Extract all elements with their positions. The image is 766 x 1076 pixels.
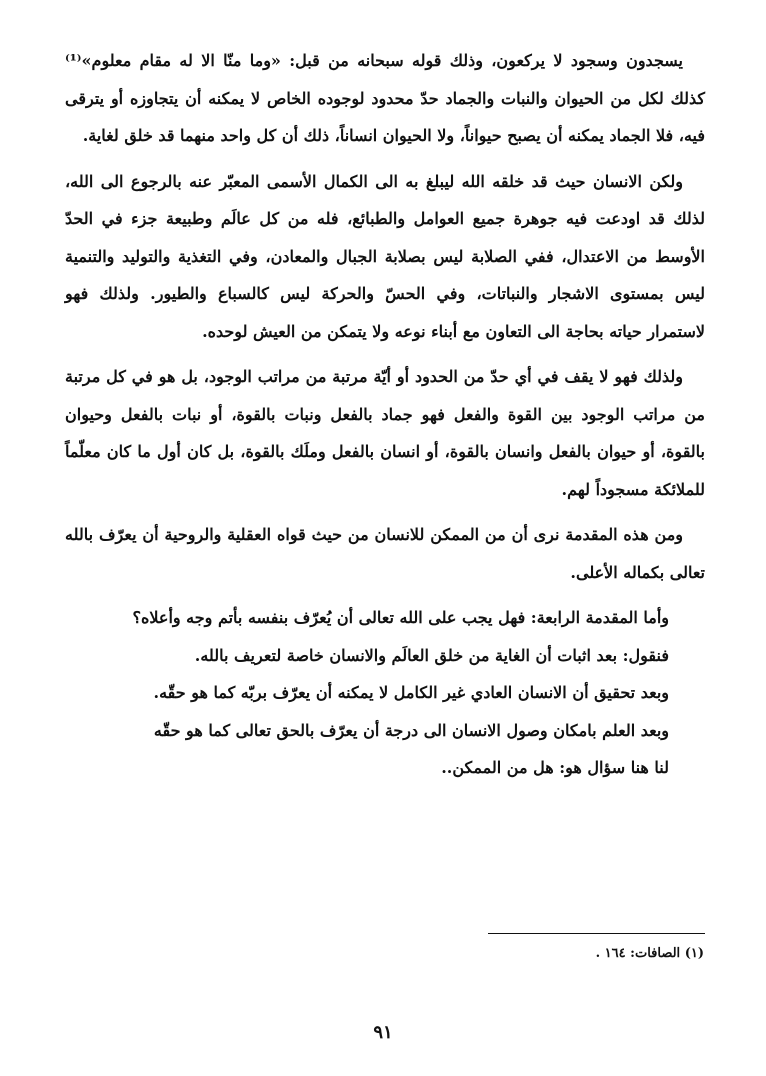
answer-line-2: وبعد تحقيق أن الانسان العادي غير الكامل لا يمكنه أن يعرّف بربّه كما هو حقّه. (153, 683, 669, 702)
answer-line-1: فنقول: بعد اثبات أن الغاية من خلق العالَم والانسان خاصة لتعريف بالله. (194, 645, 669, 665)
paragraph-1: يسجدون وسجود لا يركعون، وذلك قوله سبحانه من قبل: «وما منّا الا له مقام معلوم»⁽¹⁾ كذلك لكل من الحيوان والنبات والجماد حدّ محدود لوجوده الخاص لا يمكنه أن يتجاوزه أو يترقى فيه، فلا الجماد يمكنه أن يصبح حيواناً، ولا الحيوان انساناً، ذلك أن كل واحد منهما قد خلق لغاية. (65, 51, 705, 145)
paragraph-4: ومن هذه المقدمة نرى أن من الممكن للانسان من حيث قواه العقلية والروحية أن يعرّف بالله تعالى بكماله الأعلى. (65, 525, 705, 582)
footnote: (١) الصافات: ١٦٤ . (595, 946, 704, 961)
question-line: لنا هنا سؤال هو: هل من الممكن.. (441, 758, 669, 777)
main-text (65, 42, 705, 787)
answer-line-3: وبعد العلم بامكان وصول الانسان الى درجة أن يعرّف بالحق تعالى كما هو حقّه (153, 720, 669, 740)
paragraph-2: ولكن الانسان حيث قد خلقه الله ليبلغ به الى الكمال الأسمى المعبّر عنه بالرجوع الى الله، لذلك قد اودعت فيه جوهرة جميع العوامل والطبائع، فله من كل عالَم وطبيعة جزء في الحدّ الأوسط من الاعتدال، ففي الصلابة ليس بصلابة الجبال والمعادن، وفي التغذية والتوليد والتنمية ليس بمستوى الاشجار والنباتات، وفي الحسّ والحركة ليس كالسباع والطيور. ولذلك فهو لاستمرار حياته بحاجة الى التعاون مع أبناء نوعه ولا يتمكن من العيش لوحده. (65, 171, 705, 341)
paragraph-3: ولذلك فهو لا يقف في أي حدّ من الحدود أو أيّة مرتبة من مراتب الوجود، بل هو في كل مرتبة من مراتب الوجود بين القوة والفعل فهو جماد بالفعل ونبات بالقوة، أو نبات بالفعل وحيوان بالقوة، أو حيوان بالفعل وانسان بالقوة، أو انسان بالفعل وملَك بالقوة، بل كان أول ما كان معلّماً للملائكة مسجوداً لهم. (65, 367, 706, 499)
page-number: ٩١ (373, 1022, 393, 1043)
footnote-divider (488, 933, 705, 934)
fourth-premise-line: وأما المقدمة الرابعة: فهل يجب على الله تعالى أن يُعرّف بنفسه بأتم وجه وأعلاه؟ (132, 608, 669, 627)
